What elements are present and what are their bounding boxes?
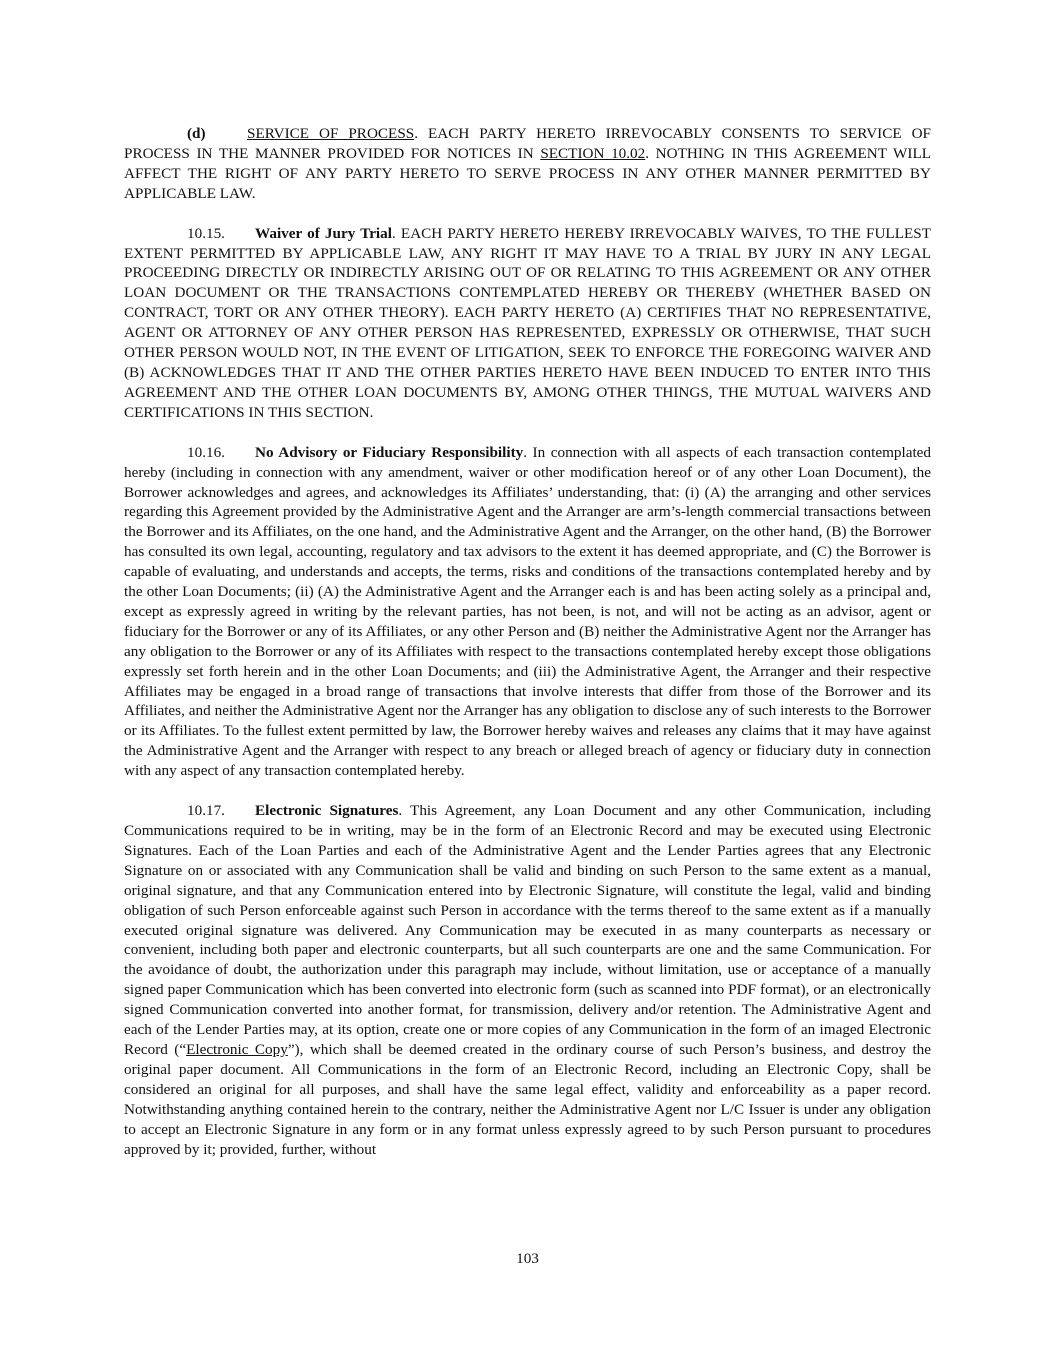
clause-text: . EACH PARTY HERETO IRREVOCABLY CONSENTS TO SERVICE OF PROCESS IN THE MANNER PROVIDED FOR NOTICES IN bbox=[124, 125, 932, 162]
section-10-15 bbox=[124, 224, 931, 423]
defined-term: Electronic Copy bbox=[186, 1040, 288, 1058]
section-heading: No Advisory or Fiduciary Responsibility bbox=[255, 443, 524, 461]
section-number: 10.15. bbox=[187, 224, 225, 242]
clause-heading: SERVICE OF PROCESS bbox=[247, 125, 415, 142]
section-body: . In connection with all aspects of each transaction contemplated hereby (including in connection with any amendment, waiver or other modification hereof or of any other Loan Document), the Borrower acknowledges and agrees, and acknowledges its Affiliates’ understanding, that: (i) (A) the arranging and other services regarding this Agreement provided by the Administrative Agent and the Arranger are arm’s-length commercial transactions between the Borrower and its Affiliates, on the one hand, and the Administrative Agent and the Arranger, on the other hand, (B) the Borrower has consulted its own legal, accounting, regulatory and tax advisors to the extent it has deemed appropriate, and (C) the Borrower is capable of evaluating, and understands and accepts, the terms, risks and conditions of the transactions contemplated hereby and by the other Loan Documents; (ii) (A) the Administrative Agent and the Arranger each is and has been acting solely as a principal and, except as expressly agreed in writing by the relevant parties, has not been, is not, and will not be acting as an advisor, agent or fiduciary for the Borrower or any of its Affiliates, or any other Person and (B) neither the Administrative Agent nor the Arranger has any obligation to the Borrower or any of its Affiliates with respect to the transactions contemplated hereby except those obligations expressly set forth herein and in the other Loan Documents; and (iii) the Administrative Agent, the Arranger and their respective Affiliates may be engaged in a broad range of transactions that involve interests that differ from those of the Borrower and its Affiliates, and neither the Administrative Agent nor the Arranger has any obligation to disclose any of such interests to the Borrower or its Affiliates. To the fullest extent permitted by law, the Borrower hereby waives and releases any claims that it may have against the Administrative Agent and the Arranger with respect to any breach or alleged breach of agency or fiduciary duty in connection with any aspect of any transaction contemplated hereby. bbox=[124, 443, 931, 780]
section-10-17 bbox=[124, 801, 931, 1159]
section-10-16 bbox=[124, 443, 931, 781]
section-body: ”), which shall be deemed created in the ordinary course of such Person’s business, and destroy the original paper document. All Communications in the form of an Electronic Record, including an Electronic Copy, shall be considered an original for all purposes, and shall have the same legal effect, validity and enforceability as a paper record. Notwithstanding anything contained herein to the contrary, neither the Administrative Agent nor L/C Issuer is under any obligation to accept an Electronic Signature in any form or in any format unless expressly agreed to by such Person pursuant to procedures approved by it; provided, further, without bbox=[124, 1040, 932, 1158]
section-body: . EACH PARTY HERETO HEREBY IRREVOCABLY WAIVES, TO THE FULLEST EXTENT PERMITTED BY APPLICABLE LAW, ANY RIGHT IT MAY HAVE TO A TRIAL BY JURY IN ANY LEGAL PROCEEDING DIRECTLY OR INDIRECTLY ARISING OUT OF OR RELATING TO THIS AGREEMENT OR ANY OTHER LOAN DOCUMENT OR THE TRANSACTIONS CONTEMPLATED HEREBY OR THEREBY (WHETHER BASED ON CONTRACT, TORT OR ANY OTHER THEORY). EACH PARTY HERETO (A) CERTIFIES THAT NO REPRESENTATIVE, AGENT OR ATTORNEY OF ANY OTHER PERSON HAS REPRESENTED, EXPRESSLY OR OTHERWISE, THAT SUCH OTHER PERSON WOULD NOT, IN THE EVENT OF LITIGATION, SEEK TO ENFORCE THE FOREGOING WAIVER AND (B) ACKNOWLEDGES THAT IT AND THE OTHER PARTIES HERETO HAVE BEEN INDUCED TO ENTER INTO THIS AGREEMENT AND THE OTHER LOAN DOCUMENTS BY, AMONG OTHER THINGS, THE MUTUAL WAIVERS AND CERTIFICATIONS IN THIS SECTION. bbox=[124, 224, 931, 421]
clause-label: (d) bbox=[187, 125, 206, 142]
section-heading: Waiver of Jury Trial bbox=[255, 224, 392, 242]
section-heading: Electronic Signatures bbox=[255, 802, 399, 820]
clause-text: . NOTHING IN THIS AGREEMENT WILL AFFECT THE RIGHT OF ANY PARTY HERETO TO SERVE PROCESS IN ANY OTHER MANNER PERMITTED BY APPLICABLE LAW. bbox=[124, 144, 931, 202]
page-body bbox=[124, 124, 931, 1179]
page-number: 103 bbox=[516, 1250, 539, 1267]
section-reference: SECTION 10.02 bbox=[540, 144, 646, 162]
section-number: 10.16. bbox=[187, 443, 225, 461]
section-number: 10.17. bbox=[187, 802, 225, 820]
paragraph-service-of-process bbox=[124, 124, 931, 204]
section-body: . This Agreement, any Loan Document and any other Communication, including Communications required to be in writing, may be in the form of an Electronic Record and may be executed using Electronic Signatures. Each of the Loan Parties and each of the Administrative Agent and the Lender Parties agrees that any Electronic Signature on or associated with any Communication shall be valid and binding on such Person to the same extent as a manual, original signature, and that any Communication entered into by Electronic Signature, will constitute the legal, valid and binding obligation of such Person enforceable against such Person in accordance with the terms thereof to the same extent as if a manually executed original signature was delivered. Any Communication may be executed in as many counterparts as necessary or convenient, including both paper and electronic counterparts, but all such counterparts are one and the same Communication. For the avoidance of doubt, the authorization under this paragraph may include, without limitation, use or acceptance of a manually signed paper Communication which has been converted into electronic form (such as scanned into PDF format), or an electronically signed Communication converted into another format, for transmission, delivery and/or retention. The Administrative Agent and each of the Lender Parties may, at its option, create one or more copies of any Communication in the form of an imaged Electronic Record (“ bbox=[124, 802, 931, 1058]
